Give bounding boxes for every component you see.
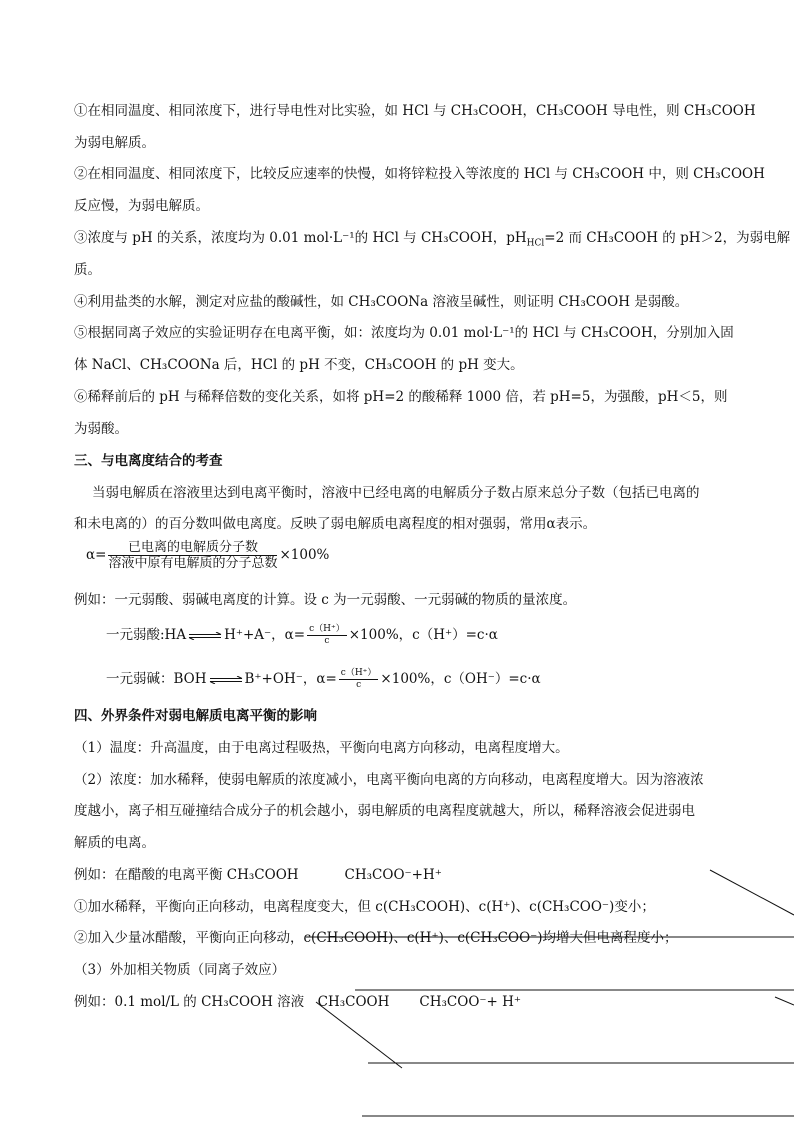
- weak-acid-tail: ×100%，c（H⁺）=c·α: [348, 627, 498, 643]
- formula-denominator: 溶液中原有电解质的分子总数: [108, 556, 278, 571]
- formula-tail: ×100%: [279, 547, 330, 563]
- weak-acid-lhs: 一元弱酸:HA: [106, 627, 187, 643]
- method-6-line-1: ⑥稀释前后的 pH 与稀释倍数的变化关系，如将 pH=2 的酸稀释 1000 倍，若 pH=5，为强酸，pH＜5，则: [74, 389, 728, 405]
- dilution-effect: ①加水稀释，平衡向正向移动，电离程度变大，但 c(CH₃COOH)、c(H⁺)、c(CH₃COO⁻)变小；: [74, 899, 655, 915]
- glacial-acid-effect: ②加入少量冰醋酸，平衡向正向移动，c(CH₃COOH)、c(H⁺)、c(CH₃COO⁻)均增大但电离程度小；: [74, 930, 678, 946]
- method-1-line-1: ①在相同温度、相同浓度下，进行导电性对比实验，如 HCl 与 CH₃COOH，CH₃COOH 导电性，则 CH₃COOH: [74, 103, 756, 119]
- section-3-example: 例如：一元弱酸、弱碱电离度的计算。设 c 为一元弱酸、一元弱碱的物质的量浓度。: [74, 592, 577, 608]
- method-6-line-2: 为弱酸。: [74, 421, 128, 437]
- section-4-concentration-line-1: （2）浓度：加水稀释，使弱电解质的浓度减小，电离平衡向电离的方向移动，电离程度增大。因为溶液浓: [74, 772, 704, 788]
- weak-base-denominator: c: [356, 680, 362, 690]
- common-ion-rhs: CH₃COO⁻+ H⁺: [419, 994, 522, 1010]
- common-ion-lhs: 例如：0.1 mol/L 的 CH₃COOH 溶液 CH₃COOH: [74, 994, 390, 1010]
- method-4-line: ④利用盐类的水解，测定对应盐的酸碱性，如 CH₃COONa 溶液呈碱性，则证明 CH₃COOH 是弱酸。: [74, 294, 689, 310]
- method-1-line-2: 为弱电解质。: [74, 135, 155, 151]
- section-4-concentration-line-2: 度越小，离子相互碰撞结合成分子的机会越小，弱电解质的电离程度就越大，所以，稀释溶液会促进弱电: [74, 803, 695, 819]
- stray-diagonal-line: [316, 1002, 402, 1068]
- weak-base-tail: ×100%，c（OH⁻）=c·α: [380, 671, 541, 687]
- method-5-line-2: 体 NaCl、CH₃COONa 后，HCl 的 pH 不变，CH₃COOH 的 pH 变大。: [74, 357, 524, 373]
- weak-base-lhs: 一元弱碱：BOH: [106, 671, 207, 687]
- stray-diagonal-line: [775, 997, 794, 1005]
- method-5-line-1: ⑤根据同离子效应的实验证明存在电离平衡，如：浓度均为 0.01 mol·L⁻¹的 HCl 与 CH₃COOH，分别加入固: [74, 325, 734, 341]
- section-3-heading: 三、与电离度结合的考查: [74, 453, 223, 469]
- section-4-concentration-line-3: 解质的电离。: [74, 835, 155, 851]
- stray-diagonal-line: [710, 870, 794, 915]
- method-3-line-2: 质。: [74, 262, 101, 278]
- section-3-paragraph-line-1: 当弱电解质在溶液里达到电离平衡时，溶液中已经电离的电解质分子数占原来总分子数（包括已电离的: [92, 485, 700, 501]
- acetic-equilibrium-rhs: CH₃COO⁻+H⁺: [344, 867, 442, 883]
- formula-lhs: α=: [86, 547, 107, 563]
- method-3-subscript: HCl: [526, 238, 545, 249]
- method-3-text-a: ③浓度与 pH 的关系，浓度均为 0.01 mol·L⁻¹的 HCl 与 CH₃COOH，pH: [74, 230, 527, 246]
- method-3-text-c: =2 而 CH₃COOH 的 pH＞2，为弱电解: [544, 230, 791, 246]
- weak-base-rhs: B⁺+OH⁻，α=: [244, 671, 337, 687]
- formula-numerator: 已电离的电解质分子数: [108, 540, 277, 556]
- weak-base-numerator: c（H⁺）: [340, 668, 377, 678]
- section-4-heading: 四、外界条件对弱电解质电离平衡的影响: [74, 708, 317, 724]
- method-2-line-2: 反应慢，为弱电解质。: [74, 198, 209, 214]
- method-2-line-1: ②在相同温度、相同浓度下，比较反应速率的快慢，如将锌粒投入等浓度的 HCl 与 CH₃COOH 中，则 CH₃COOH: [74, 166, 765, 182]
- weak-acid-rhs: H⁺+A⁻，α=: [224, 627, 306, 643]
- weak-acid-numerator: c（H⁺）: [309, 624, 345, 634]
- common-ion-heading: （3）外加相关物质（同离子效应）: [74, 962, 286, 978]
- acetic-equilibrium-lhs: 例如：在醋酸的电离平衡 CH₃COOH: [74, 867, 299, 883]
- section-4-temperature: （1）温度：升高温度，由于电离过程吸热，平衡向电离方向移动，电离程度增大。: [74, 740, 569, 756]
- section-3-paragraph-line-2: 和未电离的）的百分数叫做电离度。反映了弱电解质电离程度的相对强弱，常用α表示。: [74, 516, 597, 532]
- weak-acid-denominator: c: [324, 636, 330, 646]
